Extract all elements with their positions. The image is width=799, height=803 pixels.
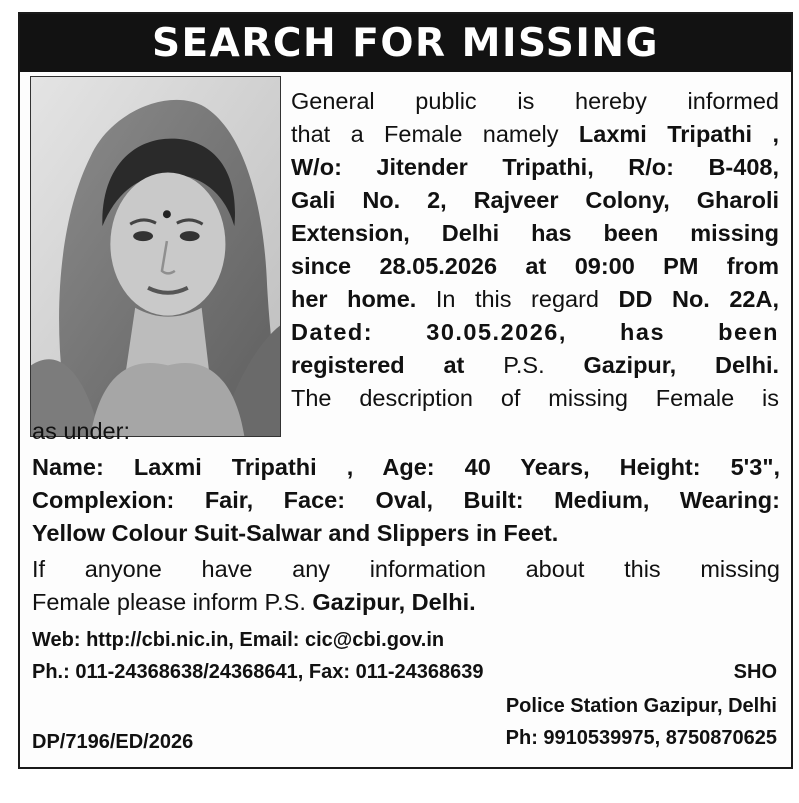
description-line-1 xyxy=(32,456,780,480)
intro-line-5 xyxy=(291,222,779,246)
sho-label: SHO xyxy=(733,661,777,683)
intro-text: that a Female namely xyxy=(291,121,579,147)
intro-bold-text: registered at xyxy=(291,352,465,378)
reference-number: DP/7196/ED/2026 xyxy=(32,731,194,753)
missing-person-name: Laxmi Tripathi , xyxy=(578,121,780,147)
description-line-3 xyxy=(32,522,558,546)
intro-line-6 xyxy=(291,255,779,279)
description-text: Name: Laxmi Tripathi , Age: 40 Years, Height: 5'3", xyxy=(32,454,780,480)
intro-line-2 xyxy=(291,123,779,147)
intro-line-3 xyxy=(291,156,779,180)
phone-fax-line: Ph.: 011-24368638/24368641, Fax: 011-24368639 xyxy=(32,661,484,683)
intro-bold-text: her home. xyxy=(291,286,417,312)
address-text: Extension, Delhi has been missing xyxy=(291,220,779,246)
web-email-line: Web: http://cbi.nic.in, Email: cic@cbi.gov.in xyxy=(32,629,445,651)
station-name: Police Station Gazipur, Delhi xyxy=(505,695,777,717)
description-line-2 xyxy=(32,489,780,513)
portrait-image xyxy=(31,77,280,436)
intro-line-1 xyxy=(291,90,779,114)
intro-line-11 xyxy=(32,420,130,444)
appeal-line-1 xyxy=(32,558,780,582)
appeal-text: Female please inform P.S. xyxy=(32,589,313,615)
intro-line-9 xyxy=(291,354,779,378)
police-station: Gazipur, Delhi. xyxy=(312,589,476,615)
description-text: Yellow Colour Suit-Salwar and Slippers in Feet. xyxy=(32,520,559,546)
station-phone: Ph: 9910539975, 8750870625 xyxy=(505,727,777,749)
description-text: Complexion: Fair, Face: Oval, Built: Medium, Wearing: xyxy=(32,487,780,513)
intro-text: as under: xyxy=(32,418,130,444)
intro-text: General public is hereby informed xyxy=(291,88,779,114)
notice-title: SEARCH FOR MISSING xyxy=(20,14,791,72)
missing-person-photo xyxy=(30,76,281,437)
missing-person-notice xyxy=(18,12,793,769)
intro-line-7 xyxy=(291,288,779,312)
husband-and-residence: W/o: Jitender Tripathi, R/o: B-408, xyxy=(291,154,779,180)
appeal-text: If anyone have any information about this missing xyxy=(32,556,780,582)
dated-text: Dated: 30.05.2026, has been xyxy=(291,319,779,345)
intro-text: In this regard xyxy=(416,286,619,312)
appeal-line-2 xyxy=(32,591,476,615)
dd-number: DD No. 22A, xyxy=(618,286,780,312)
intro-line-8 xyxy=(291,321,779,345)
missing-since-text: since 28.05.2026 at 09:00 PM from xyxy=(291,253,779,279)
intro-text: P.S. xyxy=(464,352,584,378)
intro-text: The description of missing Female is xyxy=(291,385,779,411)
intro-line-10 xyxy=(291,387,779,411)
police-station: Gazipur, Delhi. xyxy=(583,352,779,378)
intro-line-4 xyxy=(291,189,779,213)
address-text: Gali No. 2, Rajveer Colony, Gharoli xyxy=(291,187,779,213)
